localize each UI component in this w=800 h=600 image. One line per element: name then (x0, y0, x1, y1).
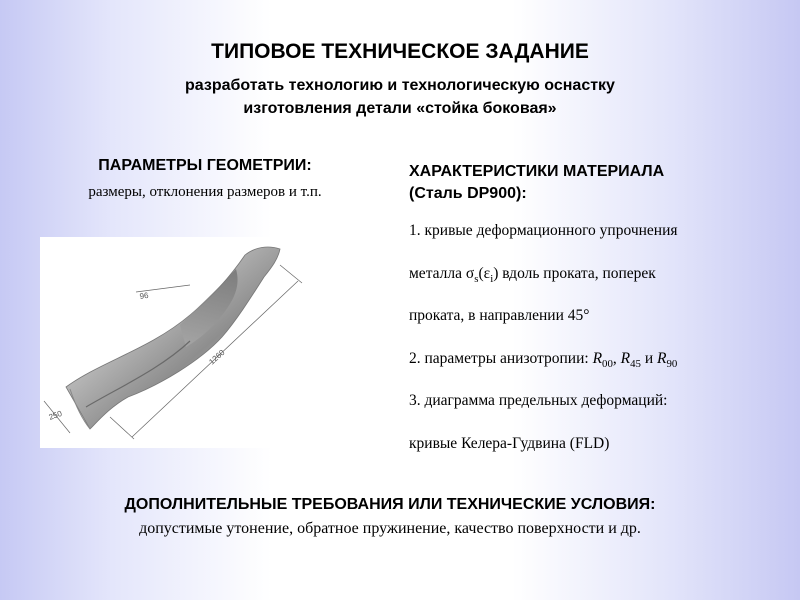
geometry-heading: ПАРАМЕТРЫ ГЕОМЕТРИИ: (98, 157, 312, 174)
additional-heading: ДОПОЛНИТЕЛЬНЫЕ ТРЕБОВАНИЯ ИЛИ ТЕХНИЧЕСКИЕ УСЛОВИЯ: (124, 496, 656, 513)
subtitle-line-2: изготовления детали «стойка боковая» (243, 100, 557, 117)
part-body (66, 247, 280, 429)
r-letter: R (657, 349, 667, 367)
page-title: ТИПОВОЕ ТЕХНИЧЕСКОЕ ЗАДАНИЕ (211, 40, 589, 63)
and-word: и (640, 349, 657, 367)
dim-ext-1 (110, 417, 134, 439)
material-item-3-line-1: 3. диаграмма предельных деформаций: (409, 392, 668, 409)
sigma-symbol: σ (465, 264, 475, 282)
material-heading (409, 161, 664, 205)
material-heading-line-2: (Сталь DP900): (409, 185, 527, 202)
material-item-2 (409, 350, 779, 393)
paren-close: ) (493, 264, 499, 282)
item1-prefix: металла (409, 264, 466, 282)
item2-prefix: 2. параметры анизотропии: (409, 349, 593, 367)
material-item-1-line-3: проката, в направлении 45° (409, 307, 590, 324)
material-item-1-line-1: 1. кривые деформационного упрочнения (409, 222, 678, 239)
material-item-1-line-2 (409, 265, 779, 308)
part-drawing-svg (40, 237, 310, 448)
subtitle-line-1: разработать технологию и технологическую оснастку (185, 77, 615, 94)
material-item-3-line-2: кривые Келера-Гудвина (FLD) (409, 434, 610, 452)
dim-ext-2 (280, 265, 302, 283)
r-letter: R (592, 349, 603, 367)
sigma-subscript: s (474, 272, 479, 285)
dim-label-1260: 1260 (207, 347, 227, 367)
item1-suffix: вдоль проката, поперек (498, 264, 656, 282)
material-list (409, 222, 779, 477)
page-subtitle (0, 74, 800, 120)
part-drawing (40, 237, 310, 448)
geometry-description: размеры, отклонения размеров и т.п. (88, 184, 322, 200)
r45-subscript: 45 (630, 357, 641, 370)
r00-subscript: 00 (602, 357, 613, 370)
additional-description: допустимые утонение, обратное пружинение, качество поверхности и др. (139, 520, 641, 537)
material-heading-line-1: ХАРАКТЕРИСТИКИ МАТЕРИАЛА (409, 163, 665, 180)
dim-label-250: 250 (47, 408, 64, 422)
dim-label-96: 96 (139, 290, 150, 301)
epsilon-subscript: i (490, 272, 494, 285)
comma-1: , (612, 349, 621, 367)
r90-subscript: 90 (666, 357, 678, 370)
r-letter: R (620, 349, 631, 367)
paren-open: ( (478, 264, 484, 282)
epsilon-symbol: ε (483, 264, 491, 282)
